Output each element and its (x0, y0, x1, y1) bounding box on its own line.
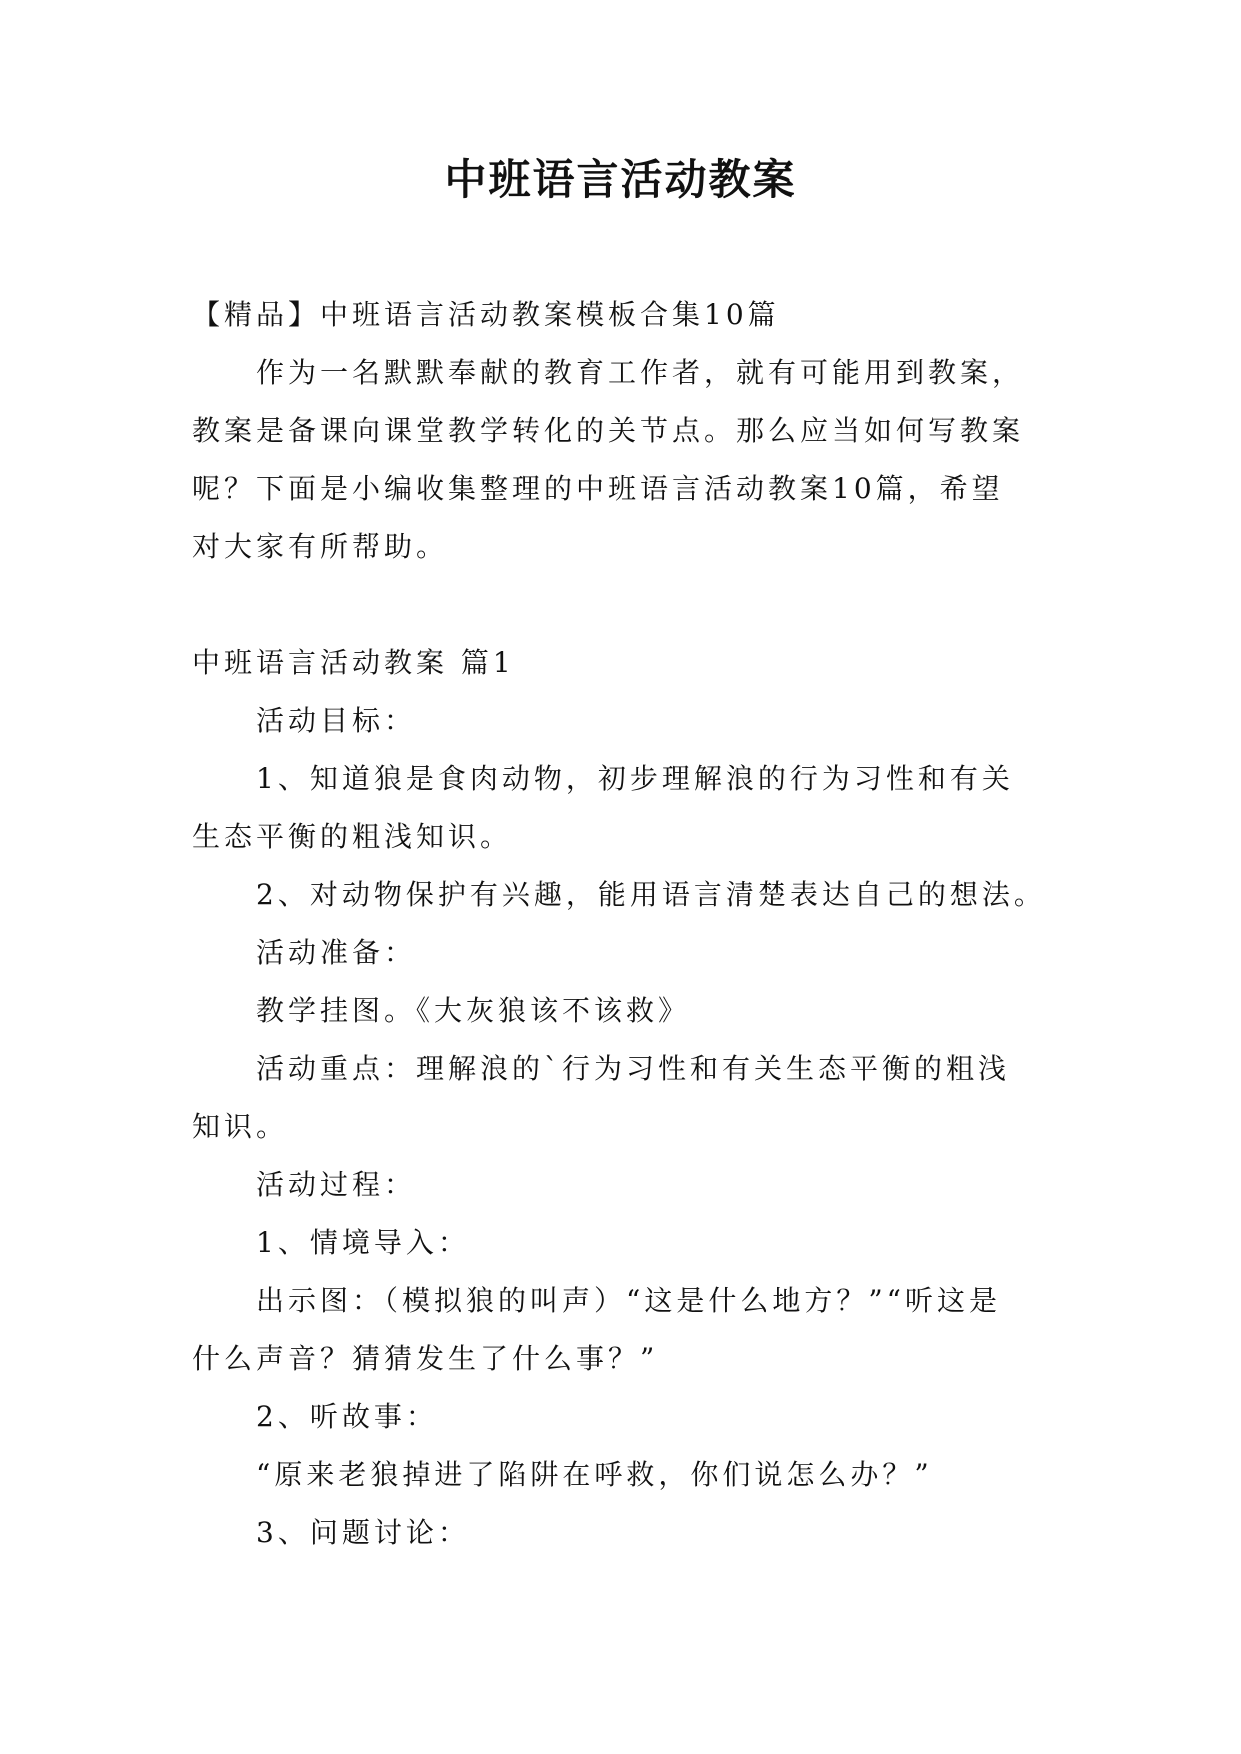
body-line: 知识。 (192, 1110, 289, 1143)
paragraph-gap (192, 576, 1072, 634)
intro-line: 对大家有所帮助。 (192, 530, 449, 563)
body-line: 活动目标： (256, 704, 417, 737)
document-title: 中班语言活动教案 (444, 155, 797, 204)
intro-line: 作为一名默默奉献的教育工作者，就有可能用到教案， (256, 356, 1025, 389)
section-heading: 中班语言活动教案 篇1 (192, 646, 515, 679)
body-line: 1、知道狼是食肉动物，初步理解浪的行为习性和有关 (256, 762, 1014, 795)
body-line: 什么声音？猜猜发生了什么事？” (192, 1342, 659, 1375)
document-body (192, 286, 1072, 1562)
body-line: 活动重点：理解浪的`行为习性和有关生态平衡的粗浅 (256, 1052, 1011, 1085)
body-line: 活动准备： (256, 936, 417, 969)
body-line: 出示图：（模拟狼的叫声）“这是什么地方？”“听这是 (256, 1284, 1001, 1317)
body-line: 1、情境导入： (256, 1226, 470, 1259)
body-line: 教学挂图。《大灰狼该不该救》 (256, 994, 691, 1027)
subtitle-line: 【精品】中班语言活动教案模板合集10篇 (192, 298, 780, 331)
body-line: 3、问题讨论： (256, 1516, 470, 1549)
intro-line: 呢？下面是小编收集整理的中班语言活动教案10篇，希望 (192, 472, 1004, 505)
body-line: 活动过程： (256, 1168, 417, 1201)
body-line: 2、对动物保护有兴趣，能用语言清楚表达自己的想法。 (256, 878, 1046, 911)
intro-line: 教案是备课向课堂教学转化的关节点。那么应当如何写教案 (192, 414, 1025, 447)
body-line: 生态平衡的粗浅知识。 (192, 820, 513, 853)
body-line: 2、听故事： (256, 1400, 438, 1433)
body-line: “原来老狼掉进了陷阱在呼救，你们说怎么办？” (256, 1458, 933, 1491)
